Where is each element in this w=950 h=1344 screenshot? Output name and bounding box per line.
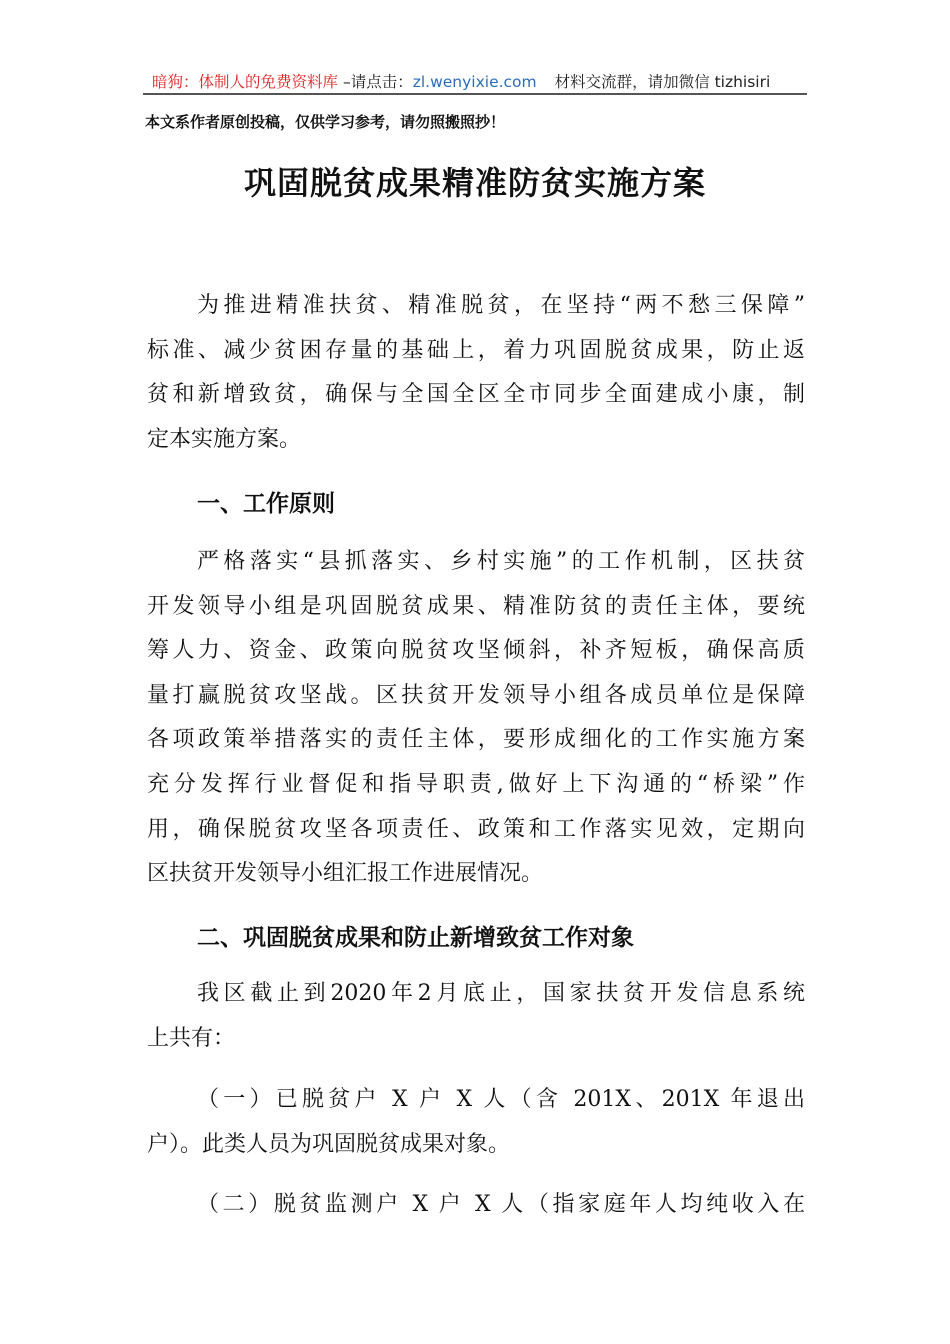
paragraph-line: 上共有： xyxy=(147,1025,236,1051)
header-brand: 暗狗：体制人的免费资料库 xyxy=(152,73,339,91)
section-heading: 一、工作原则 xyxy=(197,491,335,517)
header-link[interactable]: zl.wenyixie.com xyxy=(412,73,537,91)
paragraph-line: 定本实施方案。 xyxy=(147,426,302,452)
paragraph-line: 严格落实“县抓落实、乡村实施”的工作机制，区扶贫 xyxy=(197,549,805,574)
copyright-notice: 本文系作者原创投稿，仅供学习参考，请勿照搬照抄！ xyxy=(145,113,506,131)
paragraph-line: 各项政策举措落实的责任主体，要形成细化的工作实施方案 xyxy=(147,727,805,753)
header-prompt: –请点击： xyxy=(338,73,413,91)
paragraph-line: 为推进精准扶贫、精准脱贫，在坚持“两不愁三保障” xyxy=(197,293,805,318)
paragraph-line: 标准、减少贫困存量的基础上，着力巩固脱贫成果，防止返 xyxy=(147,337,805,363)
paragraph-line: （二）脱贫监测户 X 户 X 人（指家庭年人均纯收入在 xyxy=(197,1192,805,1217)
paragraph-line: 筹人力、资金、政策向脱贫攻坚倾斜，补齐短板，确保高质 xyxy=(147,638,805,664)
header-divider xyxy=(143,93,807,95)
paragraph-line: 贫和新增致贫，确保与全国全区全市同步全面建成小康，制 xyxy=(147,382,805,408)
page-header xyxy=(152,70,804,92)
paragraph-line: 开发领导小组是巩固脱贫成果、精准防贫的责任主体，要统 xyxy=(147,593,805,619)
paragraph-line: 量打赢脱贫攻坚战。区扶贫开发领导小组各成员单位是保障 xyxy=(147,682,805,708)
header-contact: 材料交流群，请加微信 tizhisiri xyxy=(554,73,771,91)
paragraph-line: 区扶贫开发领导小组汇报工作进展情况。 xyxy=(147,861,544,887)
paragraph-line: 用，确保脱贫攻坚各项责任、政策和工作落实见效，定期向 xyxy=(147,816,805,842)
paragraph-line: 充分发挥行业督促和指导职责,做好上下沟通的“桥梁”作 xyxy=(147,772,805,797)
paragraph-line: （一）已脱贫户 X 户 X 人（含 201X、201X 年退出 xyxy=(197,1087,805,1112)
paragraph-line: 户）。此类人员为巩固脱贫成果对象。 xyxy=(147,1131,511,1157)
paragraph-line: 我区截止到2020年2月底止，国家扶贫开发信息系统 xyxy=(197,981,805,1006)
document-title: 巩固脱贫成果精准防贫实施方案 xyxy=(243,164,706,202)
section-heading: 二、巩固脱贫成果和防止新增致贫工作对象 xyxy=(197,925,634,951)
